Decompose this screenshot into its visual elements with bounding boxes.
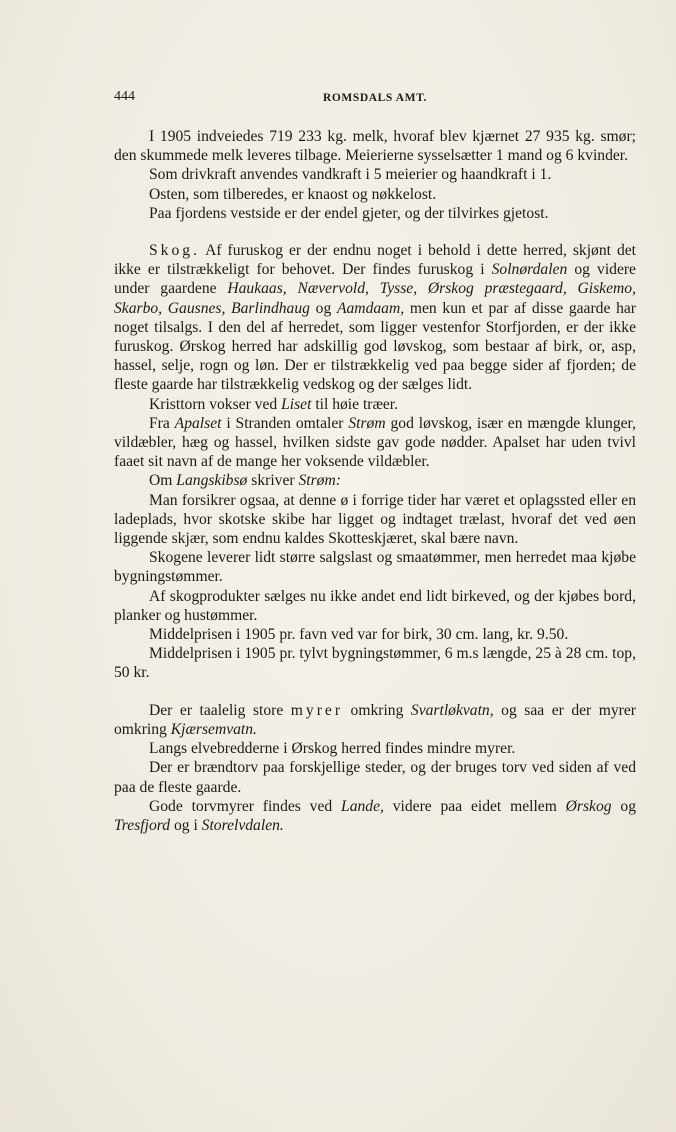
paragraph-quotation: Man forsikrer ogsaa, at denne ø i forrige tider har været et oplagssted eller en ladeplads, hvor skotske skibe har ligget og indtaget trælast, hvoraf det ved øen liggende skjær, som endnu kaldes Skotteskjæret, skal bære navn. [114, 491, 636, 548]
paragraph-forest-products: Af skogprodukter sælges nu ikke andet end lidt birkeved, og der kjøbes bord, planker og hustømmer. [114, 587, 636, 624]
paragraph-timber-sales: Skogene leverer lidt større salgslast og smaatømmer, men herredet maa kjøbe bygningstømmer. [114, 549, 636, 586]
section-gap [114, 683, 636, 701]
paragraph-forest: Skog. Af furuskog er der endnu noget i behold i dette herred, skjønt det ikke er tilstrækkeligt for behovet. Der findes furuskog i Solnørdalen og videre under gaardene Haukaas, Nævervold, Tysse, Ørskog præstegaard, Giskemo, Skarbo, Gausnes, Barlindhaug og Aamdaam, men kun et par af disse gaarde har noget tilsalgs. I den del af herredet, som ligger vestenfor Storfjorden, er der ikke furuskog. Ørskog herred har adskillig god løvskog, som bestaar af birk, or, asp, hassel, selje, rogn og løn. Der er tilstrækkelig ved paa begge sider af fjorden; de fleste gaarde har tilstrækkelig vedskog og der sælges lidt. [114, 242, 636, 394]
section-gap [114, 223, 636, 241]
running-title: ROMSDALS AMT. [322, 92, 428, 104]
page-number: 444 [114, 89, 135, 104]
paragraph-power-source: Som drivkraft anvendes vandkraft i 5 meierier og haandkraft i 1. [149, 166, 552, 184]
paragraph-peat: Der er brændtorv paa forskjellige steder, og der bruges torv ved siden af ved paa de fleste gaarde. [114, 759, 636, 796]
paragraph-dairy-production: I 1905 indveiedes 719 233 kg. melk, hvoraf blev kjærnet 27 935 kg. smør; den skummede melk leveres tilbage. Meierierne sysselsætter 1 mand og 6 kvinder. [114, 128, 636, 165]
paragraph-holly: Kristtorn vokser ved Liset til høie træer. [149, 395, 399, 413]
paragraph-peat-bogs: Gode torvmyrer findes ved Lande, videre paa eidet mellem Ørskog og Tresfjord og i Storelvdalen. [114, 797, 636, 834]
page-header [114, 89, 636, 109]
paragraph-bogs: Der er taalelig store myrer omkring Svartløkvatn, og saa er der myrer omkring Kjærsemvatn. [114, 701, 636, 738]
paragraph-apalset: Fra Apalset i Stranden omtaler Strøm god løvskog, især en mængde klunger, vildæbler, hæg og hassel, hvilken sidste gav gode nødder. Apalset har uden tvivl faaet sit navn af de mange her voksende vildæbler. [114, 414, 637, 471]
section-heading-skog: Skog. [149, 242, 200, 260]
paragraph-birch-price: Middelprisen i 1905 pr. favn ved var for birk, 30 cm. lang, kr. 9.50. [149, 626, 569, 644]
paragraph-goat-cheese: Paa fjordens vestside er der endel gjeter, og der tilvirkes gjetost. [149, 204, 549, 222]
section-heading-myrer: myrer [290, 701, 344, 719]
paragraph-timber-price: Middelprisen i 1905 pr. tylvt bygningstømmer, 6 m.s længde, 25 à 28 cm. top, 50 kr. [114, 645, 636, 682]
body-text [114, 127, 636, 835]
paragraph-cheese: Osten, som tilberedes, er knaost og nøkkelost. [149, 185, 437, 203]
paragraph-langskibso: Om Langskibsø skriver Strøm: [149, 472, 341, 490]
paragraph-riverbank-bogs: Langs elvebredderne i Ørskog herred findes mindre myrer. [149, 740, 516, 758]
